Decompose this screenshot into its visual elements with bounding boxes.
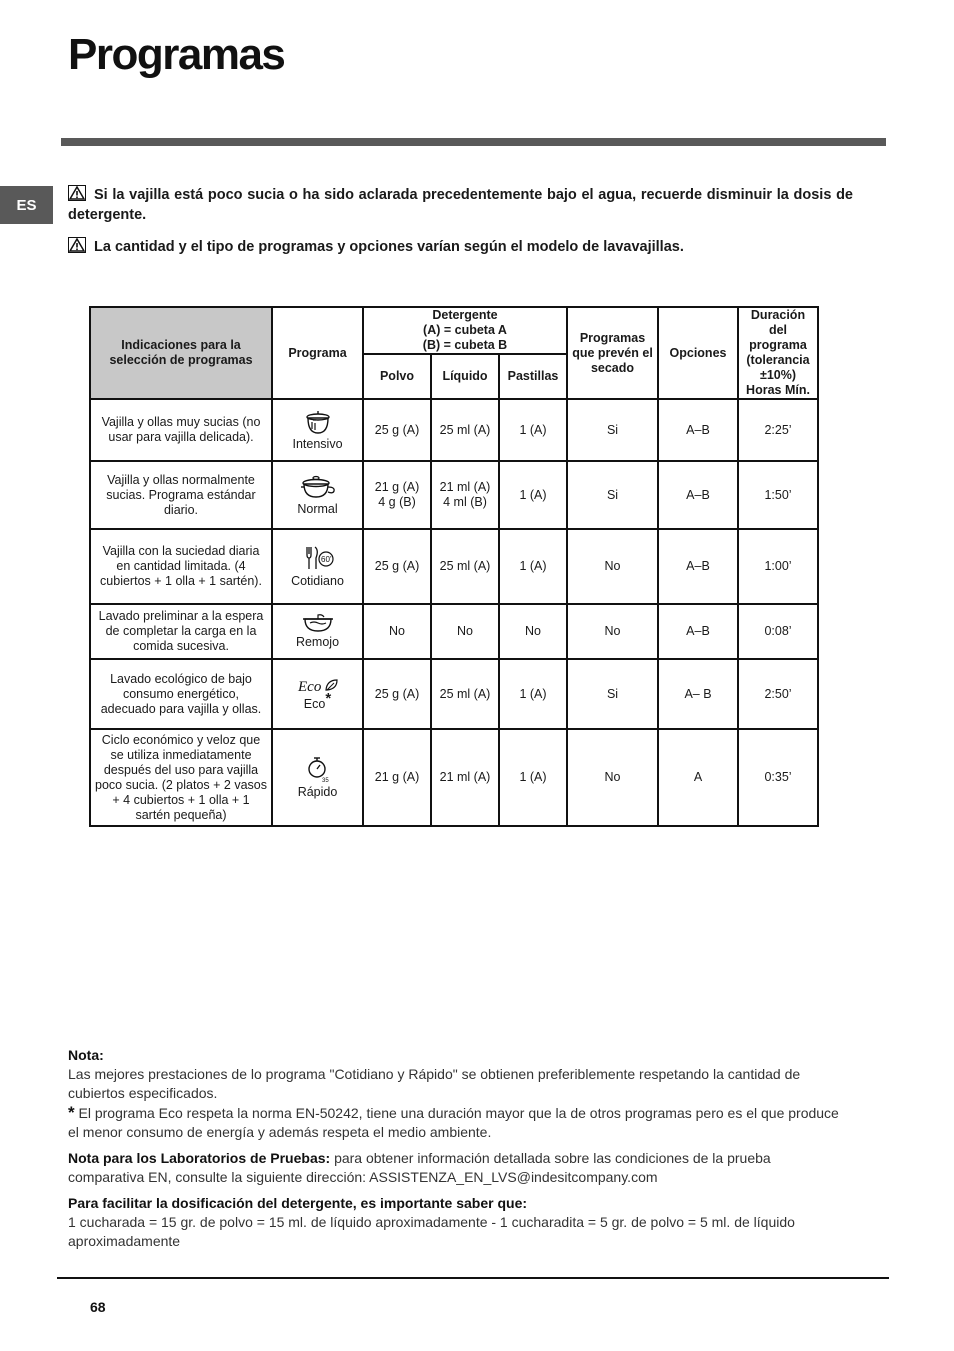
duration-cell: 0:35’ bbox=[738, 729, 818, 826]
table-row bbox=[90, 461, 818, 529]
drying-cell: No bbox=[567, 729, 658, 826]
detergent-line-3: (B) = cubeta B bbox=[422, 338, 508, 352]
program-cell bbox=[272, 604, 363, 659]
header-detergent bbox=[363, 307, 567, 354]
program-name-wrap bbox=[277, 689, 358, 712]
options-cell: A– B bbox=[658, 659, 738, 729]
duration-cell: 1:50’ bbox=[738, 461, 818, 529]
program-name: Intensivo bbox=[292, 436, 343, 451]
lab-note-text: para obtener información detallada sobre las condiciones de la prueba comparativa EN, consulte la siguiente dirección: ASSISTENZA_EN_LVS@indesitcompany.com bbox=[68, 1150, 771, 1185]
header-indications: Indicaciones para la selección de programas bbox=[90, 307, 272, 399]
liquid-cell: 25 ml (A) bbox=[431, 659, 499, 729]
pot-intensive-icon bbox=[303, 409, 333, 435]
svg-text:60’: 60’ bbox=[320, 555, 332, 564]
tablets-cell: 1 (A) bbox=[499, 659, 567, 729]
program-name: Rápido bbox=[297, 785, 338, 799]
header-tablets: Pastillas bbox=[499, 354, 567, 399]
row-description: Vajilla y ollas muy sucias (no usar para vajilla delicada). bbox=[90, 399, 272, 461]
dosage-note-text: 1 cucharada = 15 gr. de polvo = 15 ml. de líquido aproximadamente - 1 cucharadita = 5 gr. de polvo = 5 ml. de líquido aproximadamente bbox=[68, 1214, 795, 1249]
table-row bbox=[90, 529, 818, 604]
drying-cell: Si bbox=[567, 399, 658, 461]
liquid-cell: 21 ml (A) bbox=[431, 729, 499, 826]
row-description: Ciclo económico y veloz que se utiliza inmediatamente después del uso para vajilla poco sucia. (2 platos + 2 vasos + 4 cubiertos + 1 olla + 1 sartén pequeña) bbox=[90, 729, 272, 826]
program-cell bbox=[272, 729, 363, 826]
detergent-line-2: (A) = cubeta A bbox=[423, 323, 507, 337]
warning-text-2: La cantidad y el tipo de programas y opciones varían según el modelo de lavavajillas. bbox=[94, 239, 684, 255]
footer-rule bbox=[57, 1277, 889, 1279]
page-number: 68 bbox=[90, 1299, 106, 1315]
tablets-cell: No bbox=[499, 604, 567, 659]
header-powder: Polvo bbox=[363, 354, 431, 399]
program-name: Eco bbox=[303, 696, 326, 711]
options-cell: A–B bbox=[658, 604, 738, 659]
lab-note bbox=[68, 1149, 843, 1187]
eco-asterisk: * bbox=[325, 689, 332, 707]
powder-cell: 21 g (A) 4 g (B) bbox=[363, 461, 431, 529]
tablets-cell: 1 (A) bbox=[499, 529, 567, 604]
cutlery-60-icon bbox=[302, 544, 334, 572]
tablets-cell: 1 (A) bbox=[499, 729, 567, 826]
header-options: Opciones bbox=[658, 307, 738, 399]
liquid-cell: No bbox=[431, 604, 499, 659]
nota-label: Nota: bbox=[68, 1047, 104, 1063]
program-cell bbox=[272, 399, 363, 461]
warning-text-1: Si la vajilla está poco sucia o ha sido aclarada precedentemente bajo el agua, recuerde disminuir la dosis de detergente. bbox=[68, 187, 853, 223]
warning-note-1 bbox=[68, 185, 853, 225]
pot-normal-icon bbox=[299, 474, 337, 500]
program-name: Cotidiano bbox=[291, 574, 344, 588]
program-name: Remojo bbox=[295, 635, 340, 649]
header-program: Programa bbox=[272, 307, 363, 399]
powder-cell: 21 g (A) bbox=[363, 729, 431, 826]
powder-cell: 25 g (A) bbox=[363, 529, 431, 604]
language-tab: ES bbox=[0, 186, 53, 224]
row-description: Lavado ecológico de bajo consumo energético, adecuado para vajilla y ollas. bbox=[90, 659, 272, 729]
duration-cell: 0:08’ bbox=[738, 604, 818, 659]
drying-cell: No bbox=[567, 604, 658, 659]
svg-text:35: 35 bbox=[321, 778, 329, 783]
nota-text: Las mejores prestaciones de lo programa "Cotidiano y Rápido" se obtienen preferiblemente respetando la cantidad de cubiertos especificados. bbox=[68, 1066, 801, 1101]
program-name: Normal bbox=[297, 501, 338, 516]
dosage-note-label: Para facilitar la dosificación del detergente, es importante saber que: bbox=[68, 1195, 528, 1211]
liquid-cell: 25 ml (A) bbox=[431, 399, 499, 461]
table-row bbox=[90, 729, 818, 826]
options-cell: A–B bbox=[658, 529, 738, 604]
tablets-cell: 1 (A) bbox=[499, 399, 567, 461]
drying-cell: No bbox=[567, 529, 658, 604]
lab-note-label: Nota para los Laboratorios de Pruebas: bbox=[68, 1150, 331, 1166]
liquid-cell: 21 ml (A) 4 ml (B) bbox=[431, 461, 499, 529]
powder-cell: 25 g (A) bbox=[363, 399, 431, 461]
drying-cell: Si bbox=[567, 461, 658, 529]
liquid-cell: 25 ml (A) bbox=[431, 529, 499, 604]
duration-cell: 1:00’ bbox=[738, 529, 818, 604]
duration-cell: 2:50’ bbox=[738, 659, 818, 729]
row-description: Vajilla y ollas normalmente sucias. Programa estándar diario. bbox=[90, 461, 272, 529]
warning-triangle-icon bbox=[68, 185, 86, 201]
duration-cell: 2:25’ bbox=[738, 399, 818, 461]
soak-bowl-icon bbox=[302, 613, 334, 633]
row-description: Lavado preliminar a la espera de completar la carga en la comida sucesiva. bbox=[90, 604, 272, 659]
powder-cell: 25 g (A) bbox=[363, 659, 431, 729]
tablets-cell: 1 (A) bbox=[499, 461, 567, 529]
options-cell: A–B bbox=[658, 461, 738, 529]
options-cell: A bbox=[658, 729, 738, 826]
warning-triangle-icon bbox=[68, 237, 86, 253]
header-duration: Duración del programa (tolerancia ±10%) Horas Mín. bbox=[738, 307, 818, 399]
page-title: Programas bbox=[68, 30, 285, 79]
nota-block bbox=[68, 1046, 843, 1142]
header-rule bbox=[61, 138, 886, 146]
options-cell: A–B bbox=[658, 399, 738, 461]
warning-note-2 bbox=[68, 237, 853, 258]
drying-cell: Si bbox=[567, 659, 658, 729]
program-cell bbox=[272, 529, 363, 604]
program-cell bbox=[272, 659, 363, 729]
row-description: Vajilla con la suciedad diaria en cantidad limitada. (4 cubiertos + 1 olla + 1 sartén). bbox=[90, 529, 272, 604]
detergent-line-1: Detergente bbox=[432, 308, 498, 322]
dosage-note bbox=[68, 1194, 843, 1251]
program-cell bbox=[272, 461, 363, 529]
notes-section bbox=[68, 1046, 843, 1258]
header-liquid: Líquido bbox=[431, 354, 499, 399]
programs-table bbox=[89, 306, 819, 827]
eco-footnote-star: * bbox=[68, 1103, 75, 1122]
eco-footnote-text: El programa Eco respeta la norma EN-50242, tiene una duración mayor que la de otros programas pero es el que produce el menor consumo de energía y además respeta el medio ambiente. bbox=[68, 1105, 839, 1140]
table-row bbox=[90, 659, 818, 729]
header-drying: Programas que prevén el secado bbox=[567, 307, 658, 399]
table-row bbox=[90, 399, 818, 461]
svg-text:Eco: Eco bbox=[297, 678, 321, 695]
stopwatch-35-icon bbox=[304, 755, 332, 783]
table-row bbox=[90, 604, 818, 659]
powder-cell: No bbox=[363, 604, 431, 659]
eco-leaf-icon bbox=[297, 677, 339, 695]
